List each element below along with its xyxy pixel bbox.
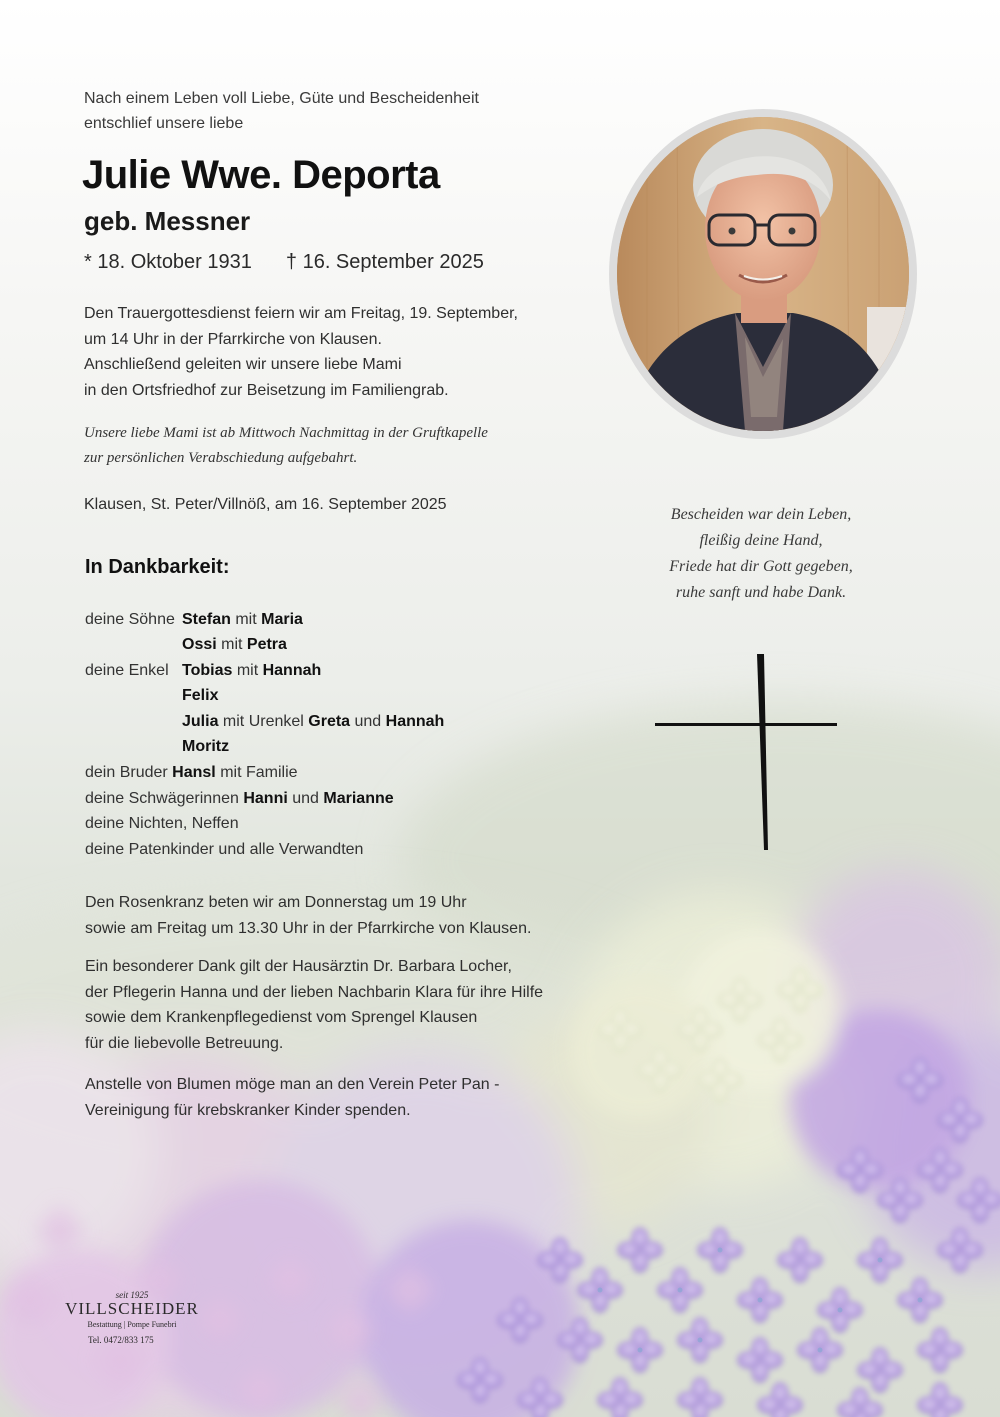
service-line: Anschließend geleiten wir unsere liebe Mami — [84, 356, 402, 373]
family-connector: mit — [232, 662, 263, 679]
family-member-name: Moritz — [182, 738, 230, 755]
intro-line: Nach einem Leben voll Liebe, Güte und Bescheidenheit — [84, 90, 479, 107]
thanks-heading: In Dankbarkeit: — [85, 556, 230, 578]
family-member-name: Stefan — [182, 611, 231, 628]
service-line: Den Trauergottesdienst feiern wir am Freitag, 19. September, — [84, 305, 518, 322]
family-connector: mit — [230, 611, 262, 628]
donation-line: Anstelle von Blumen möge man an den Verein Peter Pan - — [85, 1076, 500, 1093]
verse-line: Bescheiden war dein Leben, — [670, 506, 852, 523]
family-member-name: Hansl — [172, 764, 216, 781]
viewing-line: zur persönlichen Verabschiedung aufgebahrt. — [84, 450, 358, 466]
cross-icon — [655, 652, 837, 852]
service-line: um 14 Uhr in der Pfarrkirche von Klausen. — [84, 330, 382, 348]
logo-brand: VILLSCHEIDER — [65, 1299, 199, 1318]
family-relation: deine Enkel — [85, 662, 169, 679]
family-relation: deine Schwägerinnen — [85, 790, 244, 807]
family-relation: deine Söhne — [85, 611, 175, 628]
viewing-notice — [84, 421, 488, 471]
family-member-name: Julia — [182, 713, 219, 730]
rosary-line: sowie am Freitag um 13.30 Uhr in der Pfarrkirche von Klausen. — [85, 919, 532, 937]
family-row-sisters-in-law — [85, 790, 394, 808]
family-row-brother — [85, 764, 298, 782]
family-relation: dein Bruder — [85, 764, 173, 781]
family-member-name: Hanni — [243, 790, 288, 807]
gratitude-line: sowie dem Krankenpflegedienst vom Sprengel Klausen — [85, 1009, 478, 1026]
family-member-name: Hannah — [385, 713, 445, 730]
service-line: in den Ortsfriedhof zur Beisetzung im Familiengrab. — [84, 381, 449, 399]
funeral-service-text — [84, 301, 518, 403]
deceased-name: Julie Wwe. Deporta — [82, 153, 440, 197]
family-member-name: Hannah — [262, 662, 322, 679]
gratitude-line: für die liebevolle Betreuung. — [85, 1034, 284, 1052]
family-row-grandchildren-1 — [85, 662, 322, 680]
maiden-name: geb. Messner — [84, 206, 251, 236]
family-member-name: Tobias — [182, 662, 233, 679]
rosary-line: Den Rosenkranz beten wir am Donnerstag um 19 Uhr — [85, 894, 467, 911]
family-connector: mit — [216, 636, 247, 653]
family-row-godchildren — [85, 841, 363, 859]
logo-subtitle: Bestattung | Pompe Funebri — [87, 1320, 177, 1329]
family-row-sons-1 — [85, 611, 303, 629]
life-dates — [84, 251, 484, 274]
family-connector: und — [350, 713, 386, 730]
family-member-name: Felix — [182, 687, 219, 704]
portrait-photo — [617, 117, 909, 431]
funeral-home-logo — [62, 1290, 202, 1345]
family-connector: mit Urenkel — [218, 713, 309, 730]
donation-line: Vereinigung für krebskranker Kinder spenden. — [85, 1101, 411, 1119]
verse-line: Friede hat dir Gott gegeben, — [669, 558, 853, 575]
family-member-name: Petra — [246, 636, 287, 653]
verse-line: ruhe sanft und habe Dank. — [675, 584, 847, 601]
verse-line: fleißig deine Hand, — [699, 532, 823, 549]
memorial-verse — [640, 502, 882, 606]
logo-phone: Tel. 0472/833 175 — [88, 1335, 154, 1345]
gratitude-line: Ein besonderer Dank gilt der Hausärztin Dr. Barbara Locher, — [85, 958, 512, 975]
viewing-line: Unsere liebe Mami ist ab Mittwoch Nachmittag in der Gruftkapelle — [84, 425, 488, 441]
logo-since: seit 1925 — [115, 1290, 149, 1300]
intro-line: entschlief unsere liebe — [84, 115, 244, 132]
gratitude-text — [85, 954, 543, 1056]
family-member-name: Marianne — [323, 790, 394, 807]
family-connector: mit Familie — [215, 764, 298, 781]
gratitude-line: der Pflegerin Hanna und der lieben Nachbarin Klara für ihre Hilfe — [85, 983, 544, 1001]
donation-text — [85, 1072, 499, 1123]
family-row-nieces — [85, 815, 239, 833]
family-relation: deine Nichten, Neffen — [85, 815, 239, 832]
family-relation: deine Patenkinder und alle Verwandten — [85, 841, 364, 858]
death-date: † 16. September 2025 — [285, 251, 484, 273]
family-member-name: Ossi — [182, 636, 217, 653]
birth-date: * 18. Oktober 1931 — [84, 251, 252, 273]
portrait-frame — [609, 109, 917, 439]
intro-text — [84, 86, 479, 136]
family-member-name: Greta — [308, 713, 351, 730]
family-member-name: Maria — [261, 611, 303, 628]
family-connector: und — [287, 790, 324, 807]
place-date: Klausen, St. Peter/Villnöß, am 16. September 2025 — [84, 496, 447, 513]
rosary-text — [85, 890, 531, 941]
